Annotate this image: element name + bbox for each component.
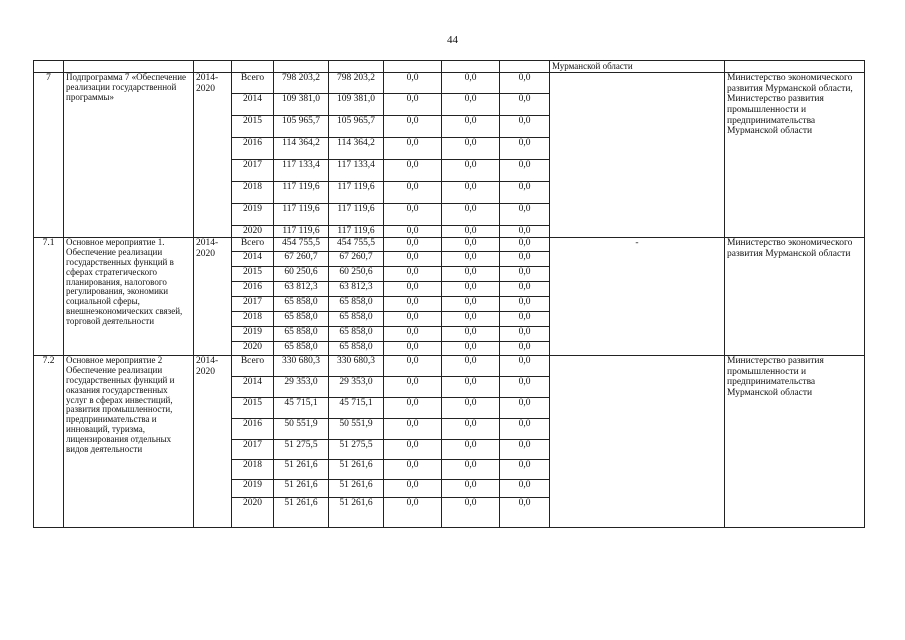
year-cell: 2016 bbox=[232, 138, 274, 160]
total-cell: 60 250,6 bbox=[274, 267, 329, 282]
year-cell: 2015 bbox=[232, 267, 274, 282]
regional-budget-cell: 51 261,6 bbox=[329, 498, 384, 528]
header-cell bbox=[500, 61, 550, 73]
federal-budget-cell: 0,0 bbox=[384, 297, 442, 312]
local-budget-cell: 0,0 bbox=[442, 252, 500, 267]
subprogram-7-indicator bbox=[550, 73, 725, 238]
header-cell bbox=[232, 61, 274, 73]
activity-7-1-code: 7.1 bbox=[34, 238, 64, 356]
federal-budget-cell: 0,0 bbox=[384, 116, 442, 138]
year-cell: 2014 bbox=[232, 377, 274, 398]
regional-budget-cell: 65 858,0 bbox=[329, 297, 384, 312]
year-cell: 2017 bbox=[232, 160, 274, 182]
year-cell: 2014 bbox=[232, 252, 274, 267]
regional-budget-cell: 454 755,5 bbox=[329, 238, 384, 252]
total-cell: 65 858,0 bbox=[274, 297, 329, 312]
regional-budget-cell: 117 119,6 bbox=[329, 226, 384, 238]
total-cell: 117 119,6 bbox=[274, 204, 329, 226]
total-cell: 29 353,0 bbox=[274, 377, 329, 398]
local-budget-cell: 0,0 bbox=[442, 282, 500, 297]
federal-budget-cell: 0,0 bbox=[384, 204, 442, 226]
regional-budget-cell: 109 381,0 bbox=[329, 94, 384, 116]
local-budget-cell: 0,0 bbox=[442, 327, 500, 342]
year-cell: 2020 bbox=[232, 498, 274, 528]
total-cell: 798 203,2 bbox=[274, 73, 329, 94]
header-cell bbox=[442, 61, 500, 73]
local-budget-cell: 0,0 bbox=[442, 182, 500, 204]
year-cell: 2019 bbox=[232, 480, 274, 498]
federal-budget-cell: 0,0 bbox=[384, 138, 442, 160]
local-budget-cell: 0,0 bbox=[442, 342, 500, 356]
other-sources-cell: 0,0 bbox=[500, 297, 550, 312]
regional-budget-cell: 117 119,6 bbox=[329, 182, 384, 204]
year-cell: 2018 bbox=[232, 182, 274, 204]
year-cell: 2015 bbox=[232, 116, 274, 138]
other-sources-cell: 0,0 bbox=[500, 398, 550, 419]
other-sources-cell: 0,0 bbox=[500, 204, 550, 226]
federal-budget-cell: 0,0 bbox=[384, 182, 442, 204]
total-cell: 117 119,6 bbox=[274, 226, 329, 238]
total-cell: 454 755,5 bbox=[274, 238, 329, 252]
year-cell: 2016 bbox=[232, 419, 274, 440]
other-sources-cell: 0,0 bbox=[500, 356, 550, 377]
other-sources-cell: 0,0 bbox=[500, 226, 550, 238]
local-budget-cell: 0,0 bbox=[442, 204, 500, 226]
activity-7-2-code: 7.2 bbox=[34, 356, 64, 528]
total-cell: 51 261,6 bbox=[274, 498, 329, 528]
other-sources-cell: 0,0 bbox=[500, 160, 550, 182]
local-budget-cell: 0,0 bbox=[442, 116, 500, 138]
table-row bbox=[34, 73, 865, 94]
activity-7-1-period: 2014-2020 bbox=[194, 238, 232, 356]
total-cell: 117 119,6 bbox=[274, 182, 329, 204]
other-sources-cell: 0,0 bbox=[500, 267, 550, 282]
year-cell: Всего bbox=[232, 73, 274, 94]
federal-budget-cell: 0,0 bbox=[384, 160, 442, 182]
other-sources-cell: 0,0 bbox=[500, 282, 550, 297]
table-row bbox=[34, 238, 865, 252]
year-cell: 2018 bbox=[232, 312, 274, 327]
local-budget-cell: 0,0 bbox=[442, 267, 500, 282]
total-cell: 63 812,3 bbox=[274, 282, 329, 297]
activity-7-2-title: Основное мероприятие 2 Обеспечение реализации государственных функций и оказания государственных услуг в сферах инвестиций, развития промышленности, предпринимательства и инноваций, туризма, лицензирования отдельных видов деятельности bbox=[64, 356, 194, 528]
header-cell bbox=[64, 61, 194, 73]
regional-budget-cell: 114 364,2 bbox=[329, 138, 384, 160]
local-budget-cell: 0,0 bbox=[442, 297, 500, 312]
year-cell: 2017 bbox=[232, 297, 274, 312]
other-sources-cell: 0,0 bbox=[500, 312, 550, 327]
total-cell: 51 275,5 bbox=[274, 440, 329, 460]
year-cell: Всего bbox=[232, 238, 274, 252]
table-row bbox=[34, 356, 865, 377]
local-budget-cell: 0,0 bbox=[442, 419, 500, 440]
federal-budget-cell: 0,0 bbox=[384, 252, 442, 267]
regional-budget-cell: 51 275,5 bbox=[329, 440, 384, 460]
regional-budget-cell: 29 353,0 bbox=[329, 377, 384, 398]
year-cell: 2017 bbox=[232, 440, 274, 460]
federal-budget-cell: 0,0 bbox=[384, 356, 442, 377]
local-budget-cell: 0,0 bbox=[442, 160, 500, 182]
federal-budget-cell: 0,0 bbox=[384, 440, 442, 460]
activity-7-2-indicator bbox=[550, 356, 725, 528]
other-sources-cell: 0,0 bbox=[500, 94, 550, 116]
regional-budget-cell: 67 260,7 bbox=[329, 252, 384, 267]
total-cell: 65 858,0 bbox=[274, 327, 329, 342]
local-budget-cell: 0,0 bbox=[442, 398, 500, 419]
total-cell: 45 715,1 bbox=[274, 398, 329, 419]
total-cell: 65 858,0 bbox=[274, 312, 329, 327]
federal-budget-cell: 0,0 bbox=[384, 327, 442, 342]
local-budget-cell: 0,0 bbox=[442, 138, 500, 160]
regional-budget-cell: 45 715,1 bbox=[329, 398, 384, 419]
regional-budget-cell: 65 858,0 bbox=[329, 342, 384, 356]
year-cell: 2015 bbox=[232, 398, 274, 419]
header-col8-cell: Мурманской области bbox=[550, 61, 725, 73]
program-table bbox=[33, 60, 865, 528]
regional-budget-cell: 50 551,9 bbox=[329, 419, 384, 440]
other-sources-cell: 0,0 bbox=[500, 138, 550, 160]
local-budget-cell: 0,0 bbox=[442, 440, 500, 460]
other-sources-cell: 0,0 bbox=[500, 480, 550, 498]
year-cell: 2020 bbox=[232, 226, 274, 238]
other-sources-cell: 0,0 bbox=[500, 440, 550, 460]
regional-budget-cell: 51 261,6 bbox=[329, 460, 384, 480]
local-budget-cell: 0,0 bbox=[442, 226, 500, 238]
regional-budget-cell: 65 858,0 bbox=[329, 312, 384, 327]
header-cell bbox=[384, 61, 442, 73]
local-budget-cell: 0,0 bbox=[442, 94, 500, 116]
other-sources-cell: 0,0 bbox=[500, 460, 550, 480]
local-budget-cell: 0,0 bbox=[442, 498, 500, 528]
federal-budget-cell: 0,0 bbox=[384, 282, 442, 297]
total-cell: 67 260,7 bbox=[274, 252, 329, 267]
federal-budget-cell: 0,0 bbox=[384, 498, 442, 528]
federal-budget-cell: 0,0 bbox=[384, 94, 442, 116]
other-sources-cell: 0,0 bbox=[500, 377, 550, 398]
regional-budget-cell: 798 203,2 bbox=[329, 73, 384, 94]
year-cell: 2016 bbox=[232, 282, 274, 297]
local-budget-cell: 0,0 bbox=[442, 377, 500, 398]
regional-budget-cell: 65 858,0 bbox=[329, 327, 384, 342]
total-cell: 114 364,2 bbox=[274, 138, 329, 160]
total-cell: 65 858,0 bbox=[274, 342, 329, 356]
federal-budget-cell: 0,0 bbox=[384, 238, 442, 252]
local-budget-cell: 0,0 bbox=[442, 73, 500, 94]
local-budget-cell: 0,0 bbox=[442, 312, 500, 327]
total-cell: 109 381,0 bbox=[274, 94, 329, 116]
federal-budget-cell: 0,0 bbox=[384, 398, 442, 419]
local-budget-cell: 0,0 bbox=[442, 356, 500, 377]
regional-budget-cell: 117 119,6 bbox=[329, 204, 384, 226]
year-cell: 2020 bbox=[232, 342, 274, 356]
federal-budget-cell: 0,0 bbox=[384, 377, 442, 398]
federal-budget-cell: 0,0 bbox=[384, 312, 442, 327]
federal-budget-cell: 0,0 bbox=[384, 419, 442, 440]
header-cell bbox=[34, 61, 64, 73]
federal-budget-cell: 0,0 bbox=[384, 342, 442, 356]
total-cell: 105 965,7 bbox=[274, 116, 329, 138]
federal-budget-cell: 0,0 bbox=[384, 480, 442, 498]
header-row bbox=[34, 61, 865, 73]
activity-7-1-title: Основное мероприятие 1. Обеспечение реализации государственных функций в сферах стратегического планирования, налогового регулирования, экономики социальной сферы, внешнеэкономических связей, торговой деятельности bbox=[64, 238, 194, 356]
federal-budget-cell: 0,0 bbox=[384, 267, 442, 282]
local-budget-cell: 0,0 bbox=[442, 238, 500, 252]
other-sources-cell: 0,0 bbox=[500, 252, 550, 267]
regional-budget-cell: 330 680,3 bbox=[329, 356, 384, 377]
page-number: 44 bbox=[447, 34, 458, 46]
other-sources-cell: 0,0 bbox=[500, 182, 550, 204]
header-cell bbox=[329, 61, 384, 73]
other-sources-cell: 0,0 bbox=[500, 498, 550, 528]
total-cell: 117 133,4 bbox=[274, 160, 329, 182]
year-cell: 2014 bbox=[232, 94, 274, 116]
subprogram-7-code: 7 bbox=[34, 73, 64, 238]
federal-budget-cell: 0,0 bbox=[384, 226, 442, 238]
header-cell bbox=[194, 61, 232, 73]
subprogram-7-title: Подпрограмма 7 «Обеспечение реализации государственной программы» bbox=[64, 73, 194, 238]
total-cell: 51 261,6 bbox=[274, 480, 329, 498]
header-cell bbox=[725, 61, 865, 73]
local-budget-cell: 0,0 bbox=[442, 480, 500, 498]
activity-7-1-executor: Министерство экономического развития Мурманской области bbox=[725, 238, 865, 356]
subprogram-7-executor: Министерство экономического развития Мурманской области, Министерство развития промышленности и предпринимательства Мурманской области bbox=[725, 73, 865, 238]
subprogram-7-period: 2014-2020 bbox=[194, 73, 232, 238]
federal-budget-cell: 0,0 bbox=[384, 460, 442, 480]
other-sources-cell: 0,0 bbox=[500, 116, 550, 138]
regional-budget-cell: 105 965,7 bbox=[329, 116, 384, 138]
total-cell: 51 261,6 bbox=[274, 460, 329, 480]
local-budget-cell: 0,0 bbox=[442, 460, 500, 480]
activity-7-2-executor: Министерство развития промышленности и предпринимательства Мурманской области bbox=[725, 356, 865, 528]
header-cell bbox=[274, 61, 329, 73]
year-cell: 2019 bbox=[232, 204, 274, 226]
year-cell: 2018 bbox=[232, 460, 274, 480]
federal-budget-cell: 0,0 bbox=[384, 73, 442, 94]
regional-budget-cell: 63 812,3 bbox=[329, 282, 384, 297]
other-sources-cell: 0,0 bbox=[500, 73, 550, 94]
total-cell: 50 551,9 bbox=[274, 419, 329, 440]
other-sources-cell: 0,0 bbox=[500, 342, 550, 356]
activity-7-1-indicator: - bbox=[550, 238, 725, 356]
other-sources-cell: 0,0 bbox=[500, 419, 550, 440]
total-cell: 330 680,3 bbox=[274, 356, 329, 377]
activity-7-2-period: 2014-2020 bbox=[194, 356, 232, 528]
year-cell: 2019 bbox=[232, 327, 274, 342]
regional-budget-cell: 51 261,6 bbox=[329, 480, 384, 498]
regional-budget-cell: 117 133,4 bbox=[329, 160, 384, 182]
year-cell: Всего bbox=[232, 356, 274, 377]
other-sources-cell: 0,0 bbox=[500, 327, 550, 342]
regional-budget-cell: 60 250,6 bbox=[329, 267, 384, 282]
other-sources-cell: 0,0 bbox=[500, 238, 550, 252]
